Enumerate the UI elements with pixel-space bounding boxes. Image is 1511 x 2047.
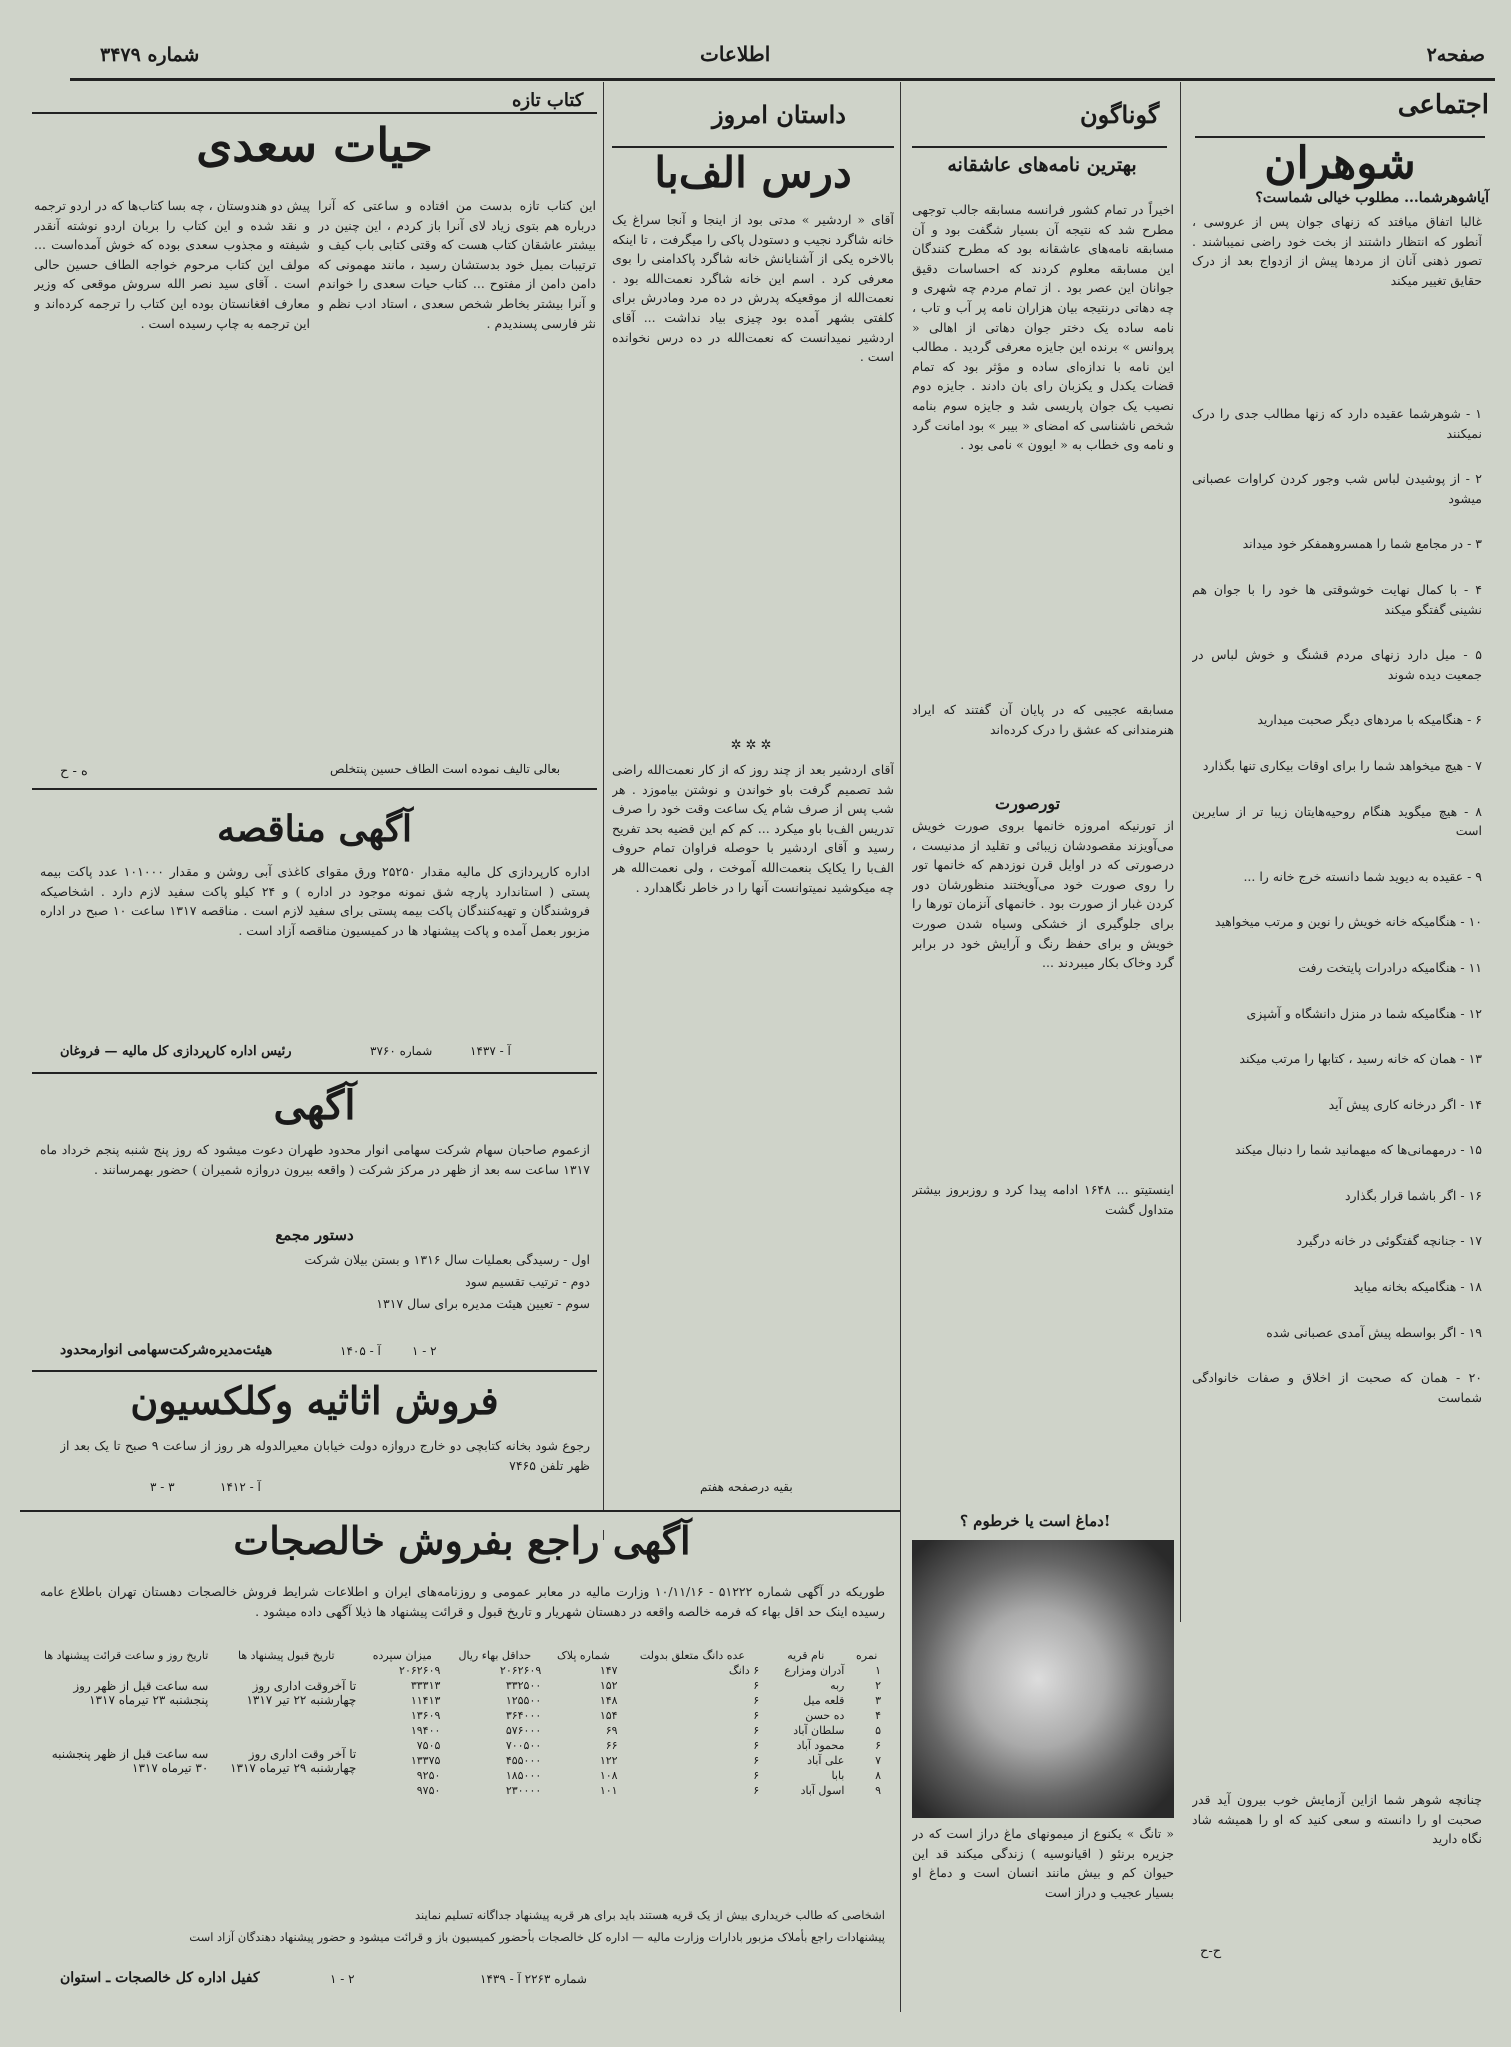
list-item: ۱۲ - هنگامیکه شما در منزل دانشگاه و آشپزی xyxy=(1246,1005,1482,1021)
list-item: ۱۸ - هنگامیکه بخانه میاید xyxy=(1353,1279,1482,1295)
khalesejat-footer-2: پیشنهادات راجع بأملاک مزبور بادارات وزارت مالیه — اداره کل خالصجات بأحضور کمیسیون باز و قرائت میشود و حضور پیشنهاد دهندگان آزاد است xyxy=(189,1930,885,1944)
agahi-agenda-title: دستور مجمع xyxy=(275,1226,354,1244)
column-divider xyxy=(1180,82,1181,1622)
dastan-title: درس الف‌با xyxy=(654,148,852,197)
agahi-sign: هیئت‌مدیره‌شرکت‌سهامی انوارمحدود xyxy=(60,1342,273,1358)
ketab-signature: ه - ح xyxy=(60,764,88,779)
ketab-title: حیات سعدی xyxy=(196,118,433,172)
table-cell: ۲۰۶۲۶۰۹ xyxy=(499,1664,542,1677)
khalesejat-footer-1: اشخاصی که طالب خریداری بیش از یک قریه هستند باید برای هر قریه پیشنهاد جداگانه تسلیم نمایند xyxy=(415,1908,885,1922)
masthead-rule xyxy=(70,78,1495,81)
table-cell: ۱۴۸ xyxy=(599,1694,618,1707)
monaghese-title: آگهی مناقصه xyxy=(216,808,413,850)
col-header: شماره پلاک xyxy=(556,1649,610,1662)
list-item: ۱۹ - اگر بواسطه پیش آمدی عصبانی شده xyxy=(1266,1324,1482,1340)
table-cell: ۵۷۶۰۰۰ xyxy=(505,1724,542,1737)
ketab-col-right: این کتاب تازه بدست من افتاده و ساعتی که آنرا درباره هم بتوی زیاد لای آنرا باز کردم ، این چنین در بیشتر عاشقان کتاب هست که وقتی کتابی باب کیف و ترتیبات بمیل خود بدستشان رسید ، مانند مهمونی که دامن دامن از مفتوح ... کتاب حیات سعدی را خواندم و آنرا بیشتر بخاطر شخص سعدی ، استاد ادب نظم و نثر فارسی پسندیدم . xyxy=(318,198,596,331)
section-rule xyxy=(32,1072,597,1074)
proboscis-monkey-photo xyxy=(912,1540,1174,1818)
page-label: صفحه۲ xyxy=(1426,44,1485,66)
col-header: میزان سپرده xyxy=(372,1649,432,1662)
monaghese-ref: آ - ۱۴۳۷ xyxy=(470,1044,511,1058)
ejtemai-closing: چنانچه شوهر شما ازاین آزمایش خوب بیرون آید قدر صحبت او را دانسته و سعی کنید که او را همیشه شاد نگاه دارید xyxy=(1192,1792,1482,1847)
monaghese-body: اداره کارپردازی کل مالیه مقدار ۲۵۲۵۰ ورق مقوای کاغذی آبی روشن و مقدار ۱۰۱۰۰۰ عدد پاکت بیمه پستی ( استاندارد پارچه شق نمونه موجود در اداره ) و ۲۴ کیلو پاکت سفید لازم دارد . اشخاصیکه فروشندگان و تهیه‌کنندگان پاکت بیمه پستی برای سفید لازم است . مناقصه ۱۳۱۷ ساعت ۱۰ صبح در اداره مزبور بعمل آمده و پاکت پیشنهاد ها در کمیسیون مناقصه آزاد است . xyxy=(40,864,590,938)
ejtemai-signature: ح-ح xyxy=(1200,1944,1222,1959)
table-cell: ۱۲۲ xyxy=(599,1754,618,1767)
table-cell: ۶ xyxy=(875,1739,881,1752)
list-item: ۶ - هنگامیکه با مردهای دیگر صحبت میدارید xyxy=(1257,712,1482,728)
table-cell: ۶ xyxy=(753,1679,760,1692)
table-row xyxy=(40,1723,885,1738)
column-divider xyxy=(900,82,901,2012)
table-cell: ۶۹ xyxy=(605,1724,618,1737)
date-accept-1: تا آخروقت اداری روز چهارشنبه ۲۲ تیر ۱۳۱۷ xyxy=(246,1679,357,1707)
khalesejat-title: آگهی راجع بفروش خالصجات xyxy=(233,1518,691,1563)
ejtemai-subtitle: آیاشوهرشما... مطلوب خیالی شماست؟ xyxy=(1255,190,1489,206)
table-cell: محمود آباد xyxy=(796,1739,845,1752)
list-item: ۷ - هیچ میخواهد شما را برای اوقات بیکاری تنها بگذارد xyxy=(1202,757,1482,773)
table-cell: ۲۰۶۲۶۰۹ xyxy=(399,1664,441,1677)
table-cell: ۸ xyxy=(875,1769,881,1782)
list-item: ۱ - شوهرشما عقیده دارد که زنها مطالب جدی را درک نمیکنند xyxy=(1192,406,1482,441)
agahi-title: آگهی xyxy=(273,1082,356,1129)
table-header-row xyxy=(40,1648,885,1663)
table-cell: ۹ xyxy=(875,1784,881,1797)
gunagun-tail: مسابقه عجیبی که در پایان آن گفتند که ایراد هنرمندانی که عشق را درک کرده‌اند xyxy=(912,702,1174,737)
list-item: ۱۶ - اگر باشما قرار بگذارد xyxy=(1344,1187,1482,1203)
agahi-ref: آ - ۱۴۰۵ xyxy=(340,1344,381,1358)
table-cell: علی آباد xyxy=(807,1754,845,1767)
ketab-colophon: بعالی تالیف نموده است الطاف حسین پنتخلص xyxy=(330,762,561,776)
ejtemai-title: شوهران xyxy=(1264,138,1416,189)
table-cell: ۱۳۳۷۵ xyxy=(410,1754,441,1767)
section-rule xyxy=(912,146,1167,148)
khalesejat-intro: طوریکه در آگهی شماره ۵۱۲۲۲ - ۱۰/۱۱/۱۶ وزارت مالیه در معابر عمومی و روزنامه‌های ایران و اطلاعات شرایط فروش خالصجات دهستان تهران باطلاع عامه رسیده اینک حد اقل بهاء که فرمه خالصه واقعه در دهستان شهریار و تاریخ قبول و قرائت پیشنهاد ها ذیلا آگهی داده میشود . xyxy=(40,1584,885,1619)
paper-name: اطلاعات xyxy=(700,42,771,66)
table-cell: ۱ xyxy=(875,1664,881,1677)
table-cell: ربه xyxy=(830,1679,845,1692)
table-cell: ۹۲۵۰ xyxy=(416,1769,441,1782)
table-cell: ۱۲۵۵۰۰ xyxy=(505,1694,542,1707)
ejtemai-list xyxy=(1192,404,1482,1604)
table-cell: ده حسن xyxy=(805,1709,845,1722)
date-read-2: سه ساعت قبل از ظهر پنجشنبه ۳۰ تیرماه ۱۳۱۷ xyxy=(51,1746,209,1775)
table-cell: ۱۵۲ xyxy=(599,1679,618,1692)
dastan-body-2: آقای اردشیر بعد از چند روز که از کار نعمت‌الله راضی شد تصمیم گرفت باو خواندن و نوشتن بیاموزد . هر شب پس از صرف شام یک ساعت وقت خود را صرف تدریس الف‌با باو میکرد ... کم کم این قضیه بحد تفریح رسید و آقای اردشیر با حوصله فراوان تمام حروف الف‌با را یکایک بنعمت‌الله آموخت ، ولی نعمت‌الله هر چه میکوشید نمیتوانست آنها را در خاطر نگاهدارد . xyxy=(612,762,894,895)
gunagun-body: اخیراً در تمام کشور فرانسه مسابقه جالب توجهی مطرح شد که نتیجه آن بسیار شگفت بود و آن مسابقه نامه‌های عاشقانه بود که مطرح کنندگان این مسابقه معلوم کردند که احساسات دقیق جوانان این عصر بود . از تمام مردم چه شهری و چه دهاتی درنتیجه بیان هزاران نامه پر آب و تاب ، نامه ساده یک دختر جوان دهاتی از اهالی « پروانس » برنده این جایزه معرفی گردید . مطالب این نامه با ندازه‌ای ساده و مؤثر بود که تمام قضات یکدل و یکزبان رای بان دادند . جایزه دوم نصیب یک جوان پاریسی شد و جایزه سوم بنامه شخص ناشناسی که امضای « بیبر » بود امانت گرد و نامه وی خطاب به « ایوون » نامی بود . xyxy=(912,202,1174,453)
date-read-1: سه ساعت قبل از ظهر روز پنجشنبه ۲۳ تیرماه ۱۳۱۷ xyxy=(73,1679,209,1707)
table-cell: ۷ xyxy=(875,1754,881,1767)
list-item: ۱۰ - هنگامیکه خانه خویش را نوین و مرتب میخواهید xyxy=(1214,914,1482,930)
forush-title: فروش اثاثیه وکلکسیون xyxy=(130,1378,499,1423)
agahi-ref-2: ۱ - ۲ xyxy=(412,1344,437,1358)
table-cell: ۷۰۰۵۰۰ xyxy=(505,1739,542,1752)
gunagun-subtitle: تورصورت xyxy=(995,794,1061,813)
col-header: عده دانگ متعلق بدولت xyxy=(639,1649,745,1662)
table-cell: ۶ دانگ xyxy=(728,1664,760,1677)
section-rule xyxy=(32,1370,597,1372)
list-item: ۱۵ - درمهمانی‌ها که میهمانید شما را دنبال میکند xyxy=(1234,1142,1482,1158)
table-cell: ۱۹۴۰۰ xyxy=(410,1724,441,1737)
col-header: حداقل بهاء ریال xyxy=(458,1649,532,1662)
list-item: ۱۴ - اگر درخانه کاری پیش آید xyxy=(1328,1096,1482,1112)
section-stars: ✲✲✲ xyxy=(730,738,776,753)
table-cell: ۱۴۷ xyxy=(599,1664,618,1677)
table-cell: ۶۶ xyxy=(605,1739,618,1752)
ejtemai-lead: غالبا اتفاق میافتد که زنهای جوان پس از عروسی ، آنطور که انتظار داشتند از بخت خود راضی نمیباشند . تصور ذهنی آنان از مردها پیش از ازدواج بعد از درک حقایق تغییر میکند xyxy=(1192,214,1482,288)
figure-caption-title: دماغ است یا خرطوم ؟! xyxy=(960,1512,1111,1530)
agenda-item: اول - رسیدگی بعملیات سال ۱۳۱۶ و بستن بیلان شرکت xyxy=(304,1252,590,1267)
table-cell: سلطان آباد xyxy=(793,1724,845,1737)
dastan-continued: بقیه درصفحه هفتم xyxy=(700,1480,793,1494)
ketab-col-left: پیش دو هندوستان ، چه بسا کتاب‌ها که در اردو ترجمه و نقد شده و این کتاب را بربان اردو نوشته آنقدر شیفته و مجذوب سعدی بوده که خوش آمده‌است ... مولف این کتاب مرحوم خواجه الطاف حسین حالی است . آقای سید نصر الله سروش موقعی که وزیر معارف افغانستان بوده این کتاب را ترجمه کرده‌اند و این ترجمه به چاپ رسیده است . xyxy=(34,198,310,331)
forush-ref: آ - ۱۴۱۲ xyxy=(220,1480,261,1494)
khalesejat-ref: شماره ۲۲۶۳ آ - ۱۴۳۹ xyxy=(480,1972,587,1986)
col-header: تاریخ روز و ساعت قرائت پیشنهاد ها xyxy=(44,1649,209,1662)
table-cell: ۱۰۱ xyxy=(599,1784,618,1797)
table-cell: ۳۶۴۰۰۰ xyxy=(505,1709,542,1722)
table-cell: ۶ xyxy=(753,1739,760,1752)
table-cell: قلعه میل xyxy=(803,1694,845,1707)
table-cell: ۴ xyxy=(875,1709,881,1722)
agahi-body: ازعموم صاحبان سهام شرکت سهامی انوار محدود طهران دعوت میشود که روز پنج شنبه پنجم خرداد ماه ۱۳۱۷ ساعت سه بعد از ظهر در مرکز شرکت ( واقعه بیرون دروازه شمیران ) حضور بهمرسانند . xyxy=(40,1142,590,1177)
list-item: ۱۱ - هنگامیکه درادرات پایتخت رفت xyxy=(1298,959,1482,975)
section-rule xyxy=(20,1510,900,1512)
col-header: نام قریه xyxy=(787,1649,825,1662)
forush-ref-2: ۳ - ۳ xyxy=(150,1480,175,1494)
dastan-body: آقای « اردشیر » مدتی بود از اینجا و آنجا سراغ یک خانه شاگرد نجیب و دستودل پاکی را میگرفت ، تا اینکه بالاخره یکی از آشنایانش خانه شاگرد پاکدامنی را بوی معرفی کرد . اسم این خانه شاگرد نعمت‌الله بود . نعمت‌الله از موقعیکه پدرش در ده مرد ومادرش برای کلفتی بشهر آمده بود چیزی بیاد نداشت ... آقای اردشیر نمیدانست که نعمت‌الله در ده درس نخوانده است . xyxy=(612,212,894,365)
list-item: ۹ - عقیده به دیوید شما دانسته خرج خانه را ... xyxy=(1243,868,1482,884)
table-cell: ۲۳۰۰۰۰ xyxy=(505,1784,542,1797)
gunagun-sub-tail: اینستیتو ... ۱۶۴۸ ادامه پیدا کرد و روزبروز بیشتر متداول گشت xyxy=(912,1182,1174,1217)
section-rule xyxy=(32,788,597,790)
date-accept-2: تا آخر وقت اداری روز چهارشنبه ۲۹ تیرماه ۱۳۱۷ xyxy=(230,1746,357,1775)
list-item: ۸ - هیچ میگوید هنگام روحیه‌هایتان زیبا تر از سایرین است xyxy=(1192,803,1482,839)
column-divider xyxy=(603,82,604,1512)
gunagun-sub-body: از تورنیکه امروزه خانمها بروی صورت خویش می‌آویزند مقصودشان زیبائی و تقلید از مدنیست ، درصورتی که در اوایل قرن نوزدهم که خانمها تور را روی صورت خود می‌آویختند منظورشان دور کردن غبار از صورت بود . خانمهای آنزمان تورها را برای جلوگیری از خشکی وسیاه شدن صورت خویش و برای حفظ رنگ و آرایش خود در برابر گرد وخاک بکار میبردند ... xyxy=(912,818,1174,971)
table-cell: ۶ xyxy=(753,1694,760,1707)
table-cell: ۷۵۰۵ xyxy=(416,1739,441,1752)
section-tag-gunagun: گوناگون xyxy=(1080,100,1160,129)
list-item: ۳ - در مجامع شما را همسروهمفکر خود میداند xyxy=(1242,536,1482,552)
issue-number: شماره ۳۴۷۹ xyxy=(100,44,200,66)
agenda-item: دوم - ترتیب تقسیم سود xyxy=(465,1274,590,1289)
table-cell: ۶ xyxy=(753,1709,760,1722)
khalesejat-sign: کفیل اداره کل خالصجات ـ استوان xyxy=(60,1970,260,1986)
list-item: ۲ - از پوشیدن لباس شب وجور کردن کراوات عصبانی میشود xyxy=(1192,471,1482,506)
list-item: ۵ - میل دارد زنهای مردم قشنگ و خوش لباس در جمعیت دیده شوند xyxy=(1192,647,1482,682)
section-tag-ejtemai: اجتماعی xyxy=(1397,90,1489,120)
section-tag-dastan: داستان امروز xyxy=(712,100,846,129)
table-cell: ۹۷۵۰ xyxy=(416,1784,441,1797)
table-cell: ۶ xyxy=(753,1754,760,1767)
monaghese-sign: رئیس اداره کارپردازی کل مالیه — فروغان xyxy=(60,1044,292,1059)
khalesejat-table xyxy=(40,1648,885,1898)
table-cell: ۵ xyxy=(875,1724,881,1737)
figure-caption: « تانگ » یکنوع از میمونهای ماغ دراز است که در جزیره برنئو ( اقیانوسیه ) زندگی میکند قد این حیوان کم و بیش مانند انسان است و دماغ او بسیار عجیب و دراز است xyxy=(912,1826,1174,1900)
table-cell: ۳۳۲۵۰۰ xyxy=(505,1679,542,1692)
forush-body: رجوع شود بخانه کتابچی دو خارج دروازه دولت خیابان معیرالدوله هر روز از ساعت ۹ صبح تا یک بعد از ظهر تلفن ۷۴۶۵ xyxy=(60,1438,590,1473)
table-cell: ۱۳۶۰۹ xyxy=(410,1709,441,1722)
table-cell: ۴۵۵۰۰۰ xyxy=(505,1754,542,1767)
list-item: ۴ - با کمال نهایت خوشوقتی ها خود را با جوان هم نشینی گفتگو میکند xyxy=(1192,581,1482,617)
table-cell: ۱۵۴ xyxy=(599,1709,618,1722)
monaghese-number: شماره ۳۷۶۰ xyxy=(370,1044,433,1058)
gunagun-title: بهترین نامه‌های عاشقانه xyxy=(947,154,1137,176)
table-cell: ۱۸۵۰۰۰ xyxy=(505,1769,542,1782)
table-cell: اسول آباد xyxy=(800,1784,845,1797)
col-header: نمره xyxy=(856,1649,878,1662)
table-cell: ۳۳۳۱۳ xyxy=(410,1679,441,1692)
table-cell: آدران ومزارع xyxy=(784,1664,845,1677)
list-item: ۱۳ - همان که خانه رسید ، کتابها را مرتب میکند xyxy=(1239,1051,1482,1067)
section-rule xyxy=(32,112,597,114)
table-cell: ۶ xyxy=(753,1769,760,1782)
table-row xyxy=(40,1663,885,1678)
agenda-item: سوم - تعیین هیئت مدیره برای سال ۱۳۱۷ xyxy=(376,1296,590,1311)
table-cell: ۱۱۴۱۳ xyxy=(410,1694,441,1707)
table-cell: بابا xyxy=(831,1769,845,1782)
col-header: تاریخ قبول پیشنهاد ها xyxy=(237,1649,335,1662)
table-cell: ۲ xyxy=(875,1679,881,1692)
khalesejat-ref-2: ۱ - ۲ xyxy=(330,1972,355,1986)
list-item: ۱۷ - جنانچه گفتگوئی در خانه درگیرد xyxy=(1296,1233,1482,1249)
table-cell: ۶ xyxy=(753,1724,760,1737)
section-tag-ketab: کتاب تازه xyxy=(512,90,584,111)
table-cell: ۳ xyxy=(875,1694,881,1707)
list-item: ۲۰ - همان که صحبت از اخلاق و صفات خانوادگی شماست xyxy=(1192,1370,1482,1405)
table-cell: ۱۰۸ xyxy=(599,1769,618,1782)
table-cell: ۶ xyxy=(753,1784,760,1797)
